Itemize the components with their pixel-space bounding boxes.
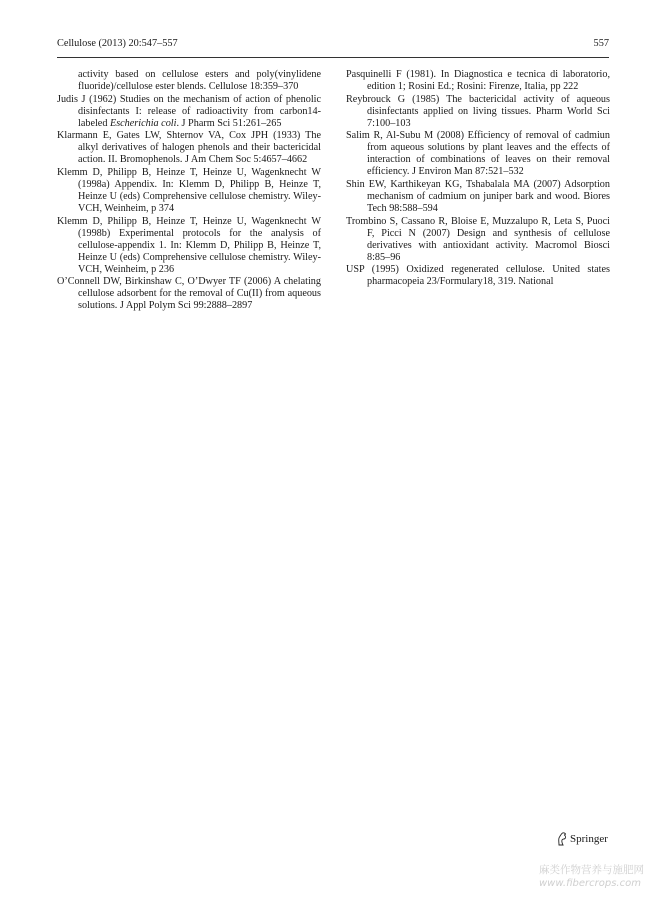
- reference-item: activity based on cellulose esters and poly(vinylidene fluoride)/cellulose ester blends. Cellulose 18:359–370: [78, 69, 321, 93]
- watermark-text-cn: 麻类作物营养与施肥网: [539, 864, 644, 876]
- reference-item: Klarmann E, Gates LW, Shternov VA, Cox JPH (1933) The alkyl derivatives of halogen phenols and their bactericidal action. II. Bromophenols. J Am Chem Soc 5:4657–4662: [57, 130, 321, 166]
- reference-item: Klemm D, Philipp B, Heinze T, Heinze U, Wagenknecht W (1998b) Experimental protocols for the analysis of cellulose-appendix 1. In: Klemm D, Philipp B, Heinze T, Heinze U (eds) Comprehensive cellulose chemistry. Wiley-VCH, Weinheim, p 236: [57, 215, 321, 275]
- header-rule: [57, 57, 609, 58]
- reference-item: Salim R, Al-Subu M (2008) Efficiency of removal of cadmiun from aqueous solutions by plant leaves and the effects of interaction of combinations of leaves on their removal efficiency. J Environ Man 87:521–532: [346, 130, 610, 178]
- reference-item: Shin EW, Karthikeyan KG, Tshabalala MA (2007) Adsorption mechanism of cadmium on juniper bark and wood. Biores Tech 98:588–594: [346, 178, 610, 215]
- reference-item: Judis J (1962) Studies on the mechanism of action of phenolic disinfectants I: release of radioactivity from carbon14-labeled Escherichia coli. J Pharm Sci 51:261–265: [57, 93, 321, 129]
- reference-item: Trombino S, Cassano R, Bloise E, Muzzalupo R, Leta S, Puoci F, Picci N (2007) Design and synthesis of cellulose derivatives with antioxidant activity. Macromol Biosci 8:85–96: [346, 215, 610, 263]
- publisher-logo: [556, 831, 608, 847]
- publisher-name: Springer: [570, 833, 608, 845]
- running-header: [57, 38, 609, 54]
- reference-item: USP (1995) Oxidized regenerated cellulose. United states pharmacopeia 23/Formulary18, 319. National: [346, 264, 610, 288]
- reference-column-left: [57, 69, 321, 313]
- watermark-url: www.fibercrops.com: [539, 878, 641, 889]
- reference-column-right: [346, 69, 610, 289]
- reference-item: Pasquinelli F (1981). In Diagnostica e tecnica di laboratorio, edition 1; Rosini Ed.; Rosini: Firenze, Italia, pp 222: [346, 69, 610, 93]
- reference-item: Reybrouck G (1985) The bactericidal activity of aqueous disinfectants applied on living tissues. Pharm World Sci 7:100–103: [346, 93, 610, 129]
- journal-citation: Cellulose (2013) 20:547–557: [57, 38, 178, 49]
- springer-horse-logo-icon: [556, 832, 568, 846]
- reference-item: O’Connell DW, Birkinshaw C, O’Dwyer TF (2006) A chelating cellulose adsorbent for the removal of Cu(II) from aqueous solutions. J Appl Polym Sci 99:2888–2897: [57, 276, 321, 312]
- page-number: 557: [593, 38, 609, 49]
- site-watermark: [539, 864, 659, 890]
- reference-item: Klemm D, Philipp B, Heinze T, Heinze U, Wagenknecht W (1998a) Appendix. In: Klemm D, Philipp B, Heinze T, Heinze U (eds) Comprehensive cellulose chemistry. Wiley-VCH, Weinheim, p 374: [57, 166, 321, 215]
